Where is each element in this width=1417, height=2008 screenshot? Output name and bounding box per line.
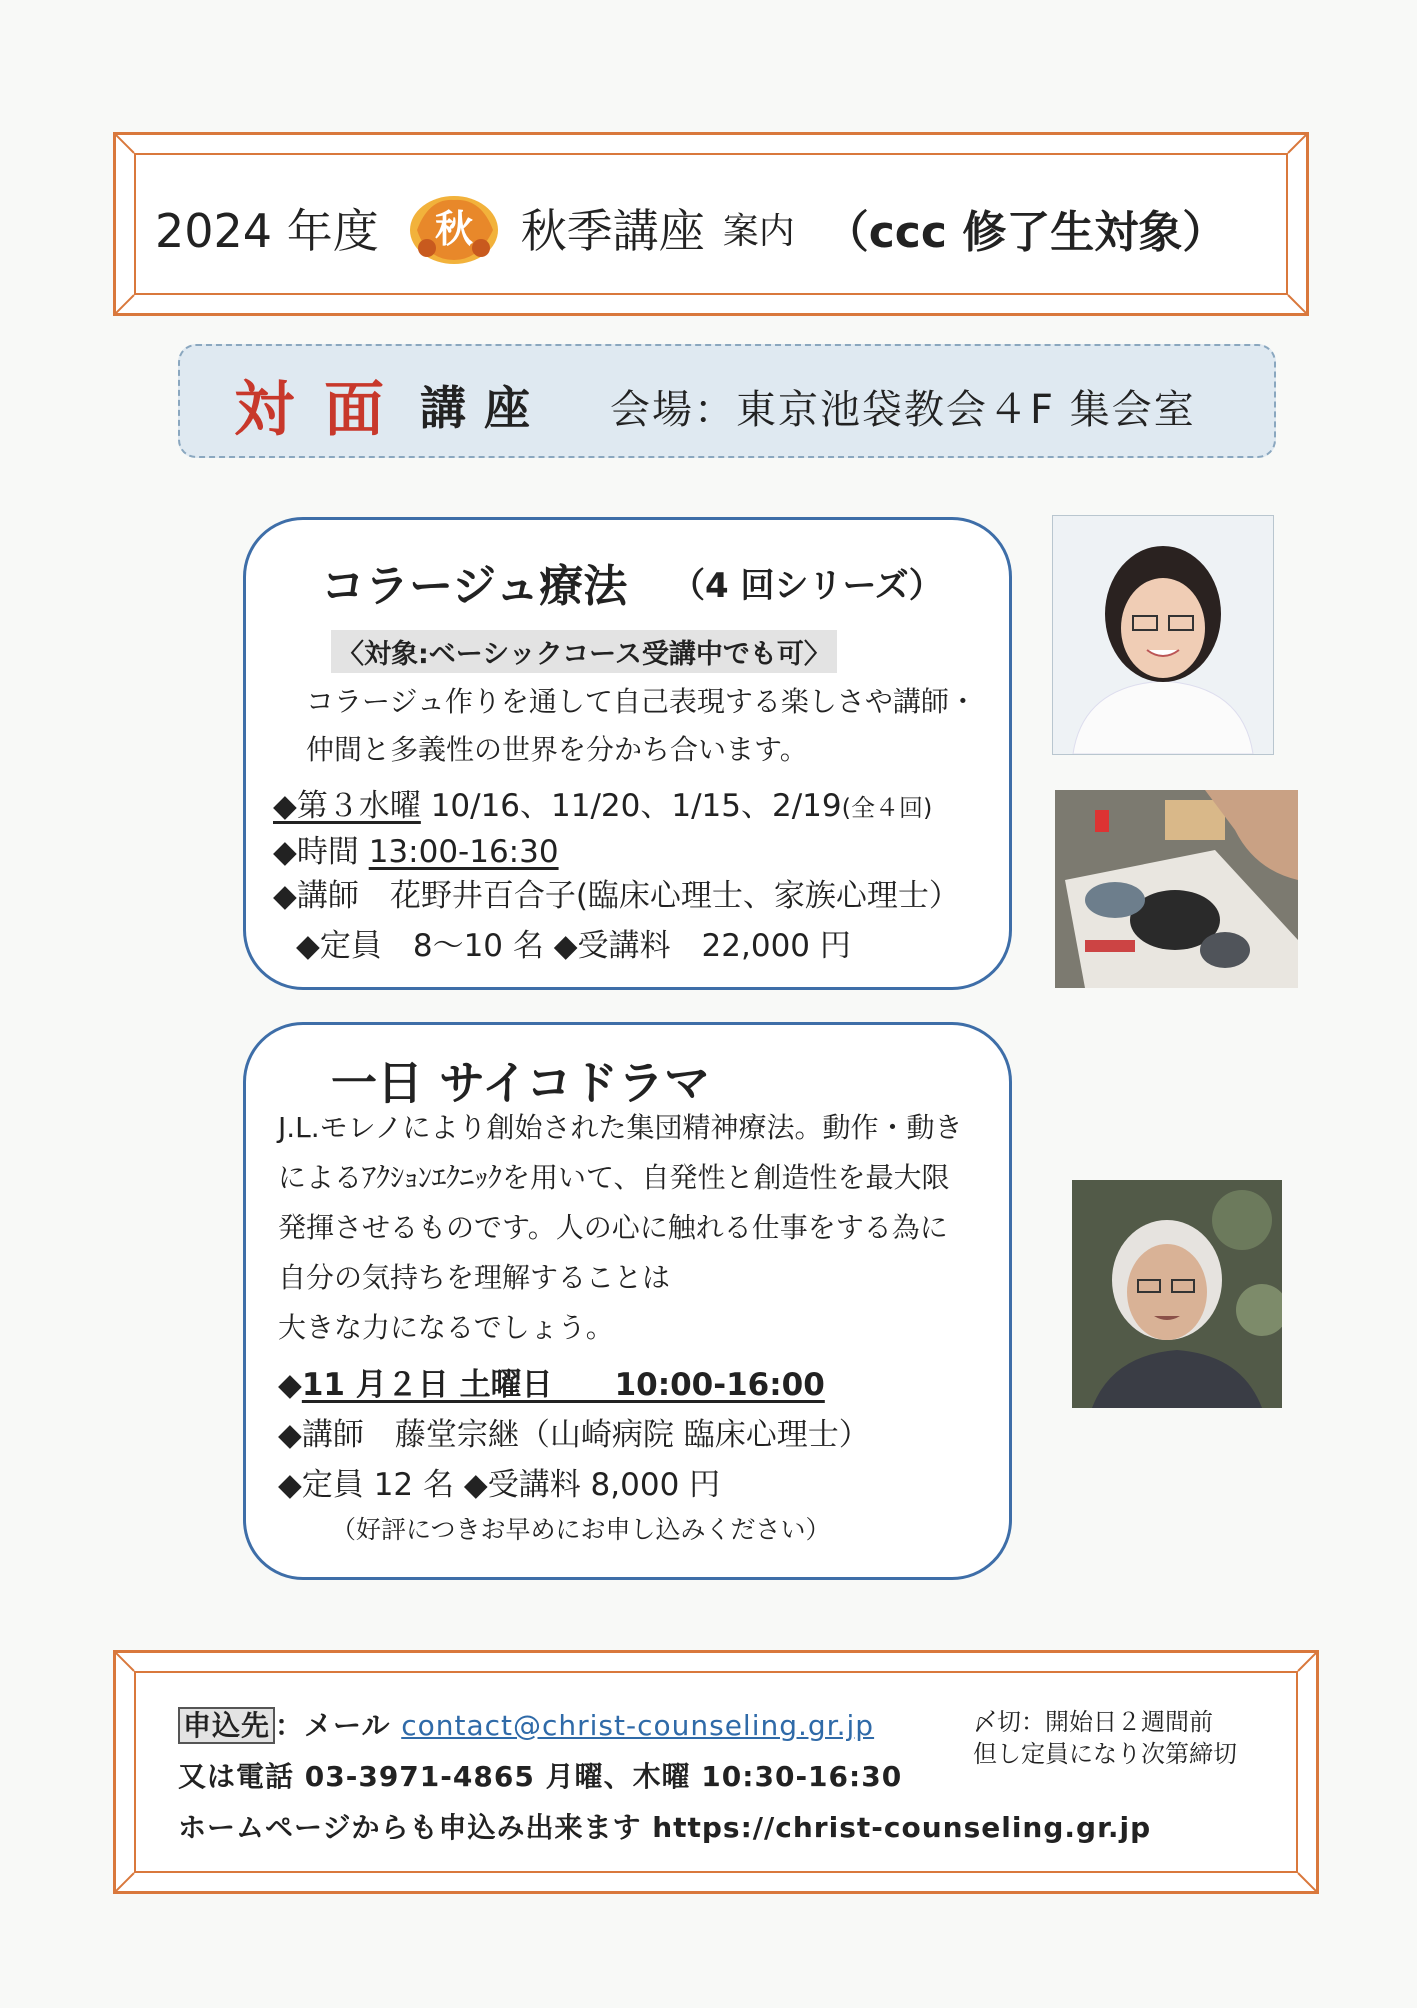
course1-dates: 10/16、11/20、1/15、2/19 bbox=[420, 788, 842, 824]
title-target bbox=[825, 196, 1227, 260]
venue-location: 会場：東京池袋教会４F 集会室 bbox=[610, 387, 1196, 433]
contact-email-row bbox=[178, 1704, 874, 1744]
lecturer2-photo bbox=[1072, 1180, 1282, 1408]
course2-description bbox=[278, 1103, 963, 1353]
deadline-line: 〆切：開始日２週間前 bbox=[973, 1708, 1213, 1736]
course1-time-row bbox=[273, 826, 559, 871]
course1-count: (全４回) bbox=[841, 794, 933, 822]
contact-phone: 又は電話 03-3971-4865 月曜、木曜 10:30-16:30 bbox=[178, 1760, 903, 1793]
course2-note: （好評につきお早めにお申し込みください） bbox=[331, 1515, 831, 1544]
title-row bbox=[155, 190, 1226, 266]
course2-desc-line: 発揮させるものです。人の心に触れる仕事をする為に bbox=[278, 1211, 948, 1244]
title-main: 秋季講座 bbox=[520, 204, 705, 258]
course1-target: 〈対象:ベーシックコース受講中でも可〉 bbox=[331, 630, 837, 673]
course2-title: 一日 サイコドラマ bbox=[331, 1056, 710, 1110]
venue-kind: 講座 bbox=[420, 381, 548, 435]
course1-desc-line: 仲間と多義性の世界を分かち合います。 bbox=[306, 733, 808, 766]
course-card-collage bbox=[243, 517, 1012, 990]
course1-time-label: ◆時間 bbox=[273, 834, 369, 870]
venue-format: 対面 bbox=[234, 375, 414, 445]
contact-web: ホームページからも申込み出来ます https://christ-counseling.gr.jp bbox=[178, 1811, 1152, 1844]
course1-lecturer: ◆講師 花野井百合子(臨床心理士、家族心理士） bbox=[273, 878, 960, 914]
course1-desc-line: コラージュ作りを通して自己表現する楽しさや講師・ bbox=[306, 685, 977, 718]
course2-desc-line: 大きな力になるでしょう。 bbox=[278, 1311, 614, 1344]
title-year: 2024 年度 bbox=[155, 204, 379, 258]
collage-work-photo bbox=[1055, 790, 1298, 988]
course1-capacity: ◆定員 8～10 名 ◆受講料 22,000 円 bbox=[296, 928, 851, 964]
course2-date-row bbox=[278, 1359, 825, 1404]
autumn-leaf-badge-icon bbox=[409, 190, 499, 266]
course2-desc-line: J.L.モレノにより創始された集団精神療法。動作・動き bbox=[278, 1111, 963, 1144]
course2-desc-line: 自分の気持ちを理解することは bbox=[278, 1261, 671, 1294]
contact-mail-prefix: ：メール bbox=[275, 1709, 402, 1742]
course2-lecturer: ◆講師 藤堂宗継（山崎病院 臨床心理士） bbox=[278, 1417, 870, 1453]
course2-date: 11 月２日 土曜日 10:00-16:00 bbox=[301, 1367, 825, 1403]
course2-date-marker: ◆ bbox=[278, 1367, 302, 1403]
title-subtitle: 案内 bbox=[722, 210, 795, 252]
course1-day: ◆第３水曜 bbox=[273, 788, 421, 824]
venue-banner bbox=[178, 344, 1276, 458]
contact-email-link[interactable]: contact@christ-counseling.gr.jp bbox=[401, 1709, 875, 1742]
course1-title: コラージュ療法 bbox=[321, 561, 628, 612]
course1-time: 13:00-16:30 bbox=[368, 834, 559, 870]
course1-description bbox=[306, 678, 977, 774]
course1-series: （4 回シリーズ） bbox=[671, 566, 943, 606]
course2-desc-line: によるｱｸｼｮﾝｴｸﾆｯｸを用いて、自発性と創造性を最大限 bbox=[278, 1161, 950, 1194]
deadline-note bbox=[973, 1706, 1237, 1770]
course-card-psychodrama bbox=[243, 1022, 1012, 1580]
badge-text: 秋 bbox=[434, 207, 473, 251]
lecturer1-photo bbox=[1052, 515, 1274, 755]
title-target-text: （ccc 修了生対象） bbox=[824, 207, 1227, 258]
deadline-line: 但し定員になり次第締切 bbox=[973, 1740, 1237, 1768]
course1-schedule bbox=[273, 780, 932, 825]
course2-capacity: ◆定員 12 名 ◆受講料 8,000 円 bbox=[278, 1467, 721, 1503]
contact-label: 申込先 bbox=[178, 1707, 275, 1744]
